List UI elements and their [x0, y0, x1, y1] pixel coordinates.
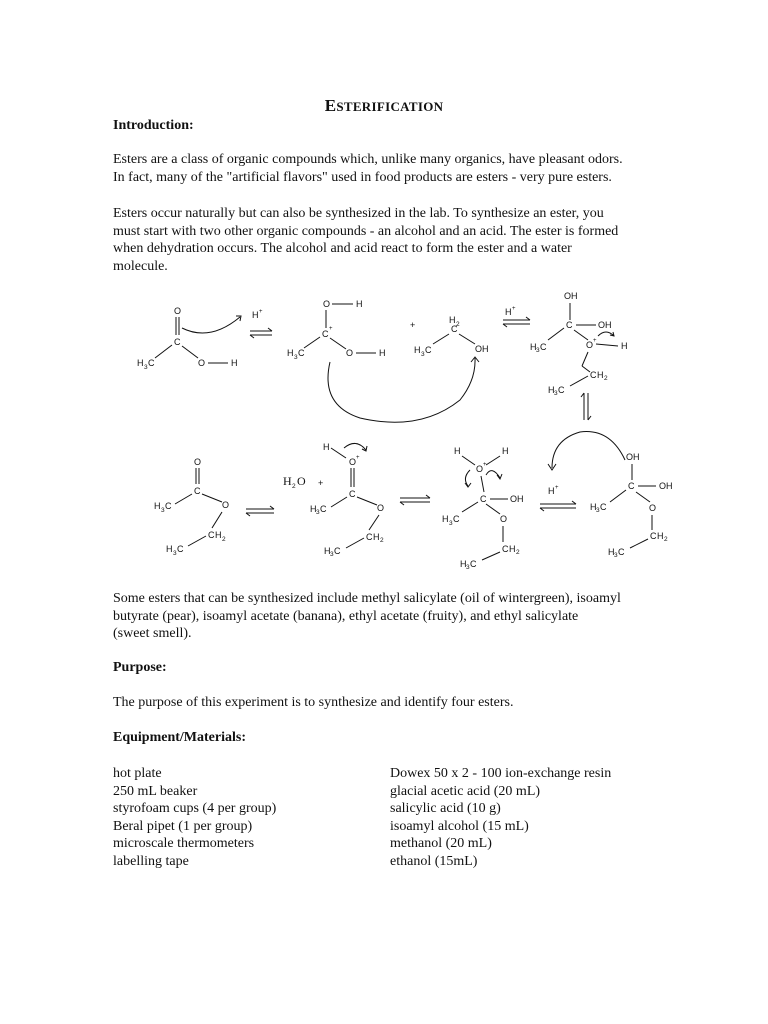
- text-line: The purpose of this experiment is to synthesize and identify four esters.: [113, 695, 514, 710]
- atom-label: C: [650, 531, 657, 541]
- atom-label: O: [377, 503, 385, 513]
- atom-label: H: [166, 544, 173, 554]
- atom-label: H: [414, 345, 421, 355]
- atom-label: C: [618, 547, 625, 557]
- acetic-acid-structure: [137, 306, 241, 371]
- atom-label: H: [137, 358, 144, 368]
- atom-subscript: 3: [421, 351, 425, 358]
- text-line: (sweet smell).: [113, 626, 192, 641]
- list-item: labelling tape: [113, 853, 189, 869]
- text-line: Some esters that can be synthesized include methyl salicylate (oil of wintergreen), isoamyl: [113, 591, 621, 606]
- atom-label: O: [500, 514, 508, 524]
- atom-label: C: [148, 358, 155, 368]
- atom-label: C: [628, 481, 635, 491]
- atom-label: O: [649, 503, 657, 513]
- atom-subscript: 3: [144, 364, 148, 371]
- list-item: styrofoam cups (4 per group): [113, 801, 277, 816]
- atom-subscript: 3: [316, 509, 320, 516]
- atom-label: OH: [510, 494, 524, 504]
- list-item: 250 mL beaker: [113, 783, 198, 799]
- atom-label: O: [198, 358, 206, 368]
- ethyl-acetate-structure: [154, 457, 229, 557]
- atom-label: H: [621, 341, 628, 351]
- text-line: must start with two other organic compounds - an alcohol and an acid. The ester is formed: [113, 223, 619, 239]
- atom-label: C: [566, 320, 573, 330]
- atom-label: OH: [564, 291, 578, 301]
- list-item: Beral pipet (1 per group): [113, 818, 253, 834]
- atom-label: C: [558, 385, 565, 395]
- list-item: Dowex 50 x 2 - 100 ion-exchange resin: [390, 766, 612, 781]
- atom-subscript: 3: [466, 564, 470, 571]
- neutral-intermediate-structure: [590, 452, 673, 559]
- equipment-heading: Equipment/Materials:: [113, 730, 246, 745]
- atom-subscript: 3: [596, 507, 600, 514]
- equipment-list-right: [390, 765, 611, 870]
- purpose-text: [113, 694, 673, 712]
- text-line: In fact, many of the "artificial flavors" used in food products are esters - very pure esters.: [113, 169, 612, 185]
- atom-label: H: [454, 446, 461, 456]
- atom-label: H: [283, 474, 292, 488]
- atom-label: H: [449, 315, 456, 325]
- charge-label: +: [593, 338, 597, 344]
- charge-label: +: [512, 306, 516, 312]
- atom-label: H: [252, 310, 259, 320]
- atom-label: H: [373, 532, 380, 542]
- ethanol-structure: [414, 315, 489, 358]
- atom-label: O: [222, 500, 230, 510]
- atom-label: H: [597, 370, 604, 380]
- atom-label: H: [323, 442, 330, 452]
- introduction-paragraph-1: [113, 151, 673, 186]
- atom-label: OH: [659, 481, 673, 491]
- charge-label: +: [259, 309, 263, 315]
- atom-label: C: [502, 544, 509, 554]
- atom-label: OH: [626, 452, 640, 462]
- text-line: Esters are a class of organic compounds which, unlike many organics, have pleasant odors.: [113, 152, 623, 167]
- atom-label: H: [505, 307, 512, 317]
- atom-label: C: [177, 544, 184, 554]
- esterification-mechanism-diagram: [0, 280, 768, 580]
- atom-subscript: 3: [294, 354, 298, 361]
- atom-label: O: [297, 474, 306, 488]
- atom-label: C: [320, 504, 327, 514]
- page-title: [0, 96, 768, 116]
- plus-sign: +: [318, 478, 324, 488]
- atom-subscript: 3: [330, 551, 334, 558]
- atom-label: C: [366, 532, 373, 542]
- atom-subscript: 2: [380, 537, 384, 544]
- atom-label: O: [349, 457, 357, 467]
- text-line: molecule.: [113, 258, 168, 274]
- atom-label: H: [231, 358, 238, 368]
- list-item: ethanol (15mL): [390, 853, 478, 869]
- atom-label: O: [323, 299, 331, 309]
- protonated-ester-structure: [310, 442, 384, 558]
- atom-label: O: [476, 464, 484, 474]
- list-item: methanol (20 mL): [390, 836, 492, 851]
- atom-label: H: [509, 544, 516, 554]
- atom-label: C: [349, 489, 356, 499]
- atom-label: C: [425, 345, 432, 355]
- charge-label: +: [356, 455, 360, 461]
- text-line: butyrate (pear), isoamyl acetate (banana), ethyl acetate (fruity), and ethyl salicylate: [113, 608, 579, 624]
- atom-subscript: 3: [536, 347, 540, 354]
- atom-label: C: [590, 370, 597, 380]
- charge-label: +: [483, 462, 487, 468]
- atom-label: H: [379, 348, 386, 358]
- atom-subscript: 2: [456, 321, 460, 328]
- protonated-intermediate-structure: [442, 446, 524, 571]
- list-item: microscale thermometers: [113, 836, 255, 851]
- atom-subscript: 3: [614, 552, 618, 559]
- atom-subscript: 3: [173, 550, 177, 557]
- purpose-heading: Purpose:: [113, 660, 167, 675]
- atom-label: C: [165, 501, 172, 511]
- atom-label: C: [298, 348, 305, 358]
- atom-label: H: [356, 299, 363, 309]
- title-rest: STERIFICATION: [336, 99, 444, 114]
- atom-label: H: [324, 546, 331, 556]
- atom-label: C: [470, 559, 477, 569]
- atom-label: H: [287, 348, 294, 358]
- atom-label: C: [480, 494, 487, 504]
- list-item: salicylic acid (10 g): [390, 801, 501, 816]
- atom-label: H: [502, 446, 509, 456]
- atom-label: H: [460, 559, 467, 569]
- atom-label: C: [451, 324, 458, 334]
- introduction-heading: Introduction:: [113, 118, 194, 133]
- atom-label: OH: [598, 320, 612, 330]
- atom-label: C: [322, 329, 329, 339]
- atom-label: C: [208, 530, 215, 540]
- list-item: glacial acetic acid (20 mL): [390, 783, 541, 799]
- list-item: isoamyl alcohol (15 mL): [390, 818, 529, 834]
- protonated-acid-structure: [287, 299, 386, 361]
- atom-label: C: [194, 486, 201, 496]
- atom-label: C: [540, 342, 547, 352]
- atom-label: H: [590, 502, 597, 512]
- list-item: hot plate: [113, 766, 162, 781]
- charge-label: +: [555, 485, 559, 491]
- plus-sign: +: [410, 320, 416, 330]
- atom-label: O: [586, 340, 594, 350]
- atom-label: H: [530, 342, 537, 352]
- introduction-paragraph-2: [113, 205, 673, 275]
- text-line: Esters occur naturally but can also be synthesized in the lab. To synthesize an ester, you: [113, 206, 604, 221]
- atom-subscript: 2: [604, 375, 608, 382]
- atom-label: OH: [475, 344, 489, 354]
- atom-subscript: 2: [664, 536, 668, 543]
- atom-subscript: 3: [449, 520, 453, 527]
- atom-label: H: [657, 531, 664, 541]
- atom-label: H: [154, 501, 161, 511]
- atom-label: H: [442, 514, 449, 524]
- atom-label: H: [608, 547, 615, 557]
- atom-subscript: 3: [161, 507, 165, 514]
- atom-subscript: 2: [222, 536, 226, 543]
- atom-subscript: 2: [292, 483, 296, 490]
- tetrahedral-intermediate-structure: [530, 291, 628, 397]
- atom-label: C: [174, 337, 181, 347]
- atom-subscript: 3: [554, 390, 558, 397]
- equipment-list-left: [113, 765, 276, 870]
- atom-label: H: [310, 504, 317, 514]
- atom-label: O: [174, 306, 182, 316]
- atom-label: H: [548, 385, 555, 395]
- atom-label: H: [548, 486, 555, 496]
- atom-label: O: [346, 348, 354, 358]
- atom-label: C: [453, 514, 460, 524]
- atom-label: H: [215, 530, 222, 540]
- text-line: when dehydration occurs. The alcohol and acid react to form the ester and a water: [113, 241, 572, 256]
- atom-label: O: [194, 457, 202, 467]
- atom-subscript: 2: [516, 549, 520, 556]
- atom-label: C: [600, 502, 607, 512]
- charge-label: +: [329, 326, 333, 332]
- examples-paragraph: [113, 590, 673, 643]
- title-first-letter: E: [324, 96, 337, 115]
- atom-label: C: [334, 546, 341, 556]
